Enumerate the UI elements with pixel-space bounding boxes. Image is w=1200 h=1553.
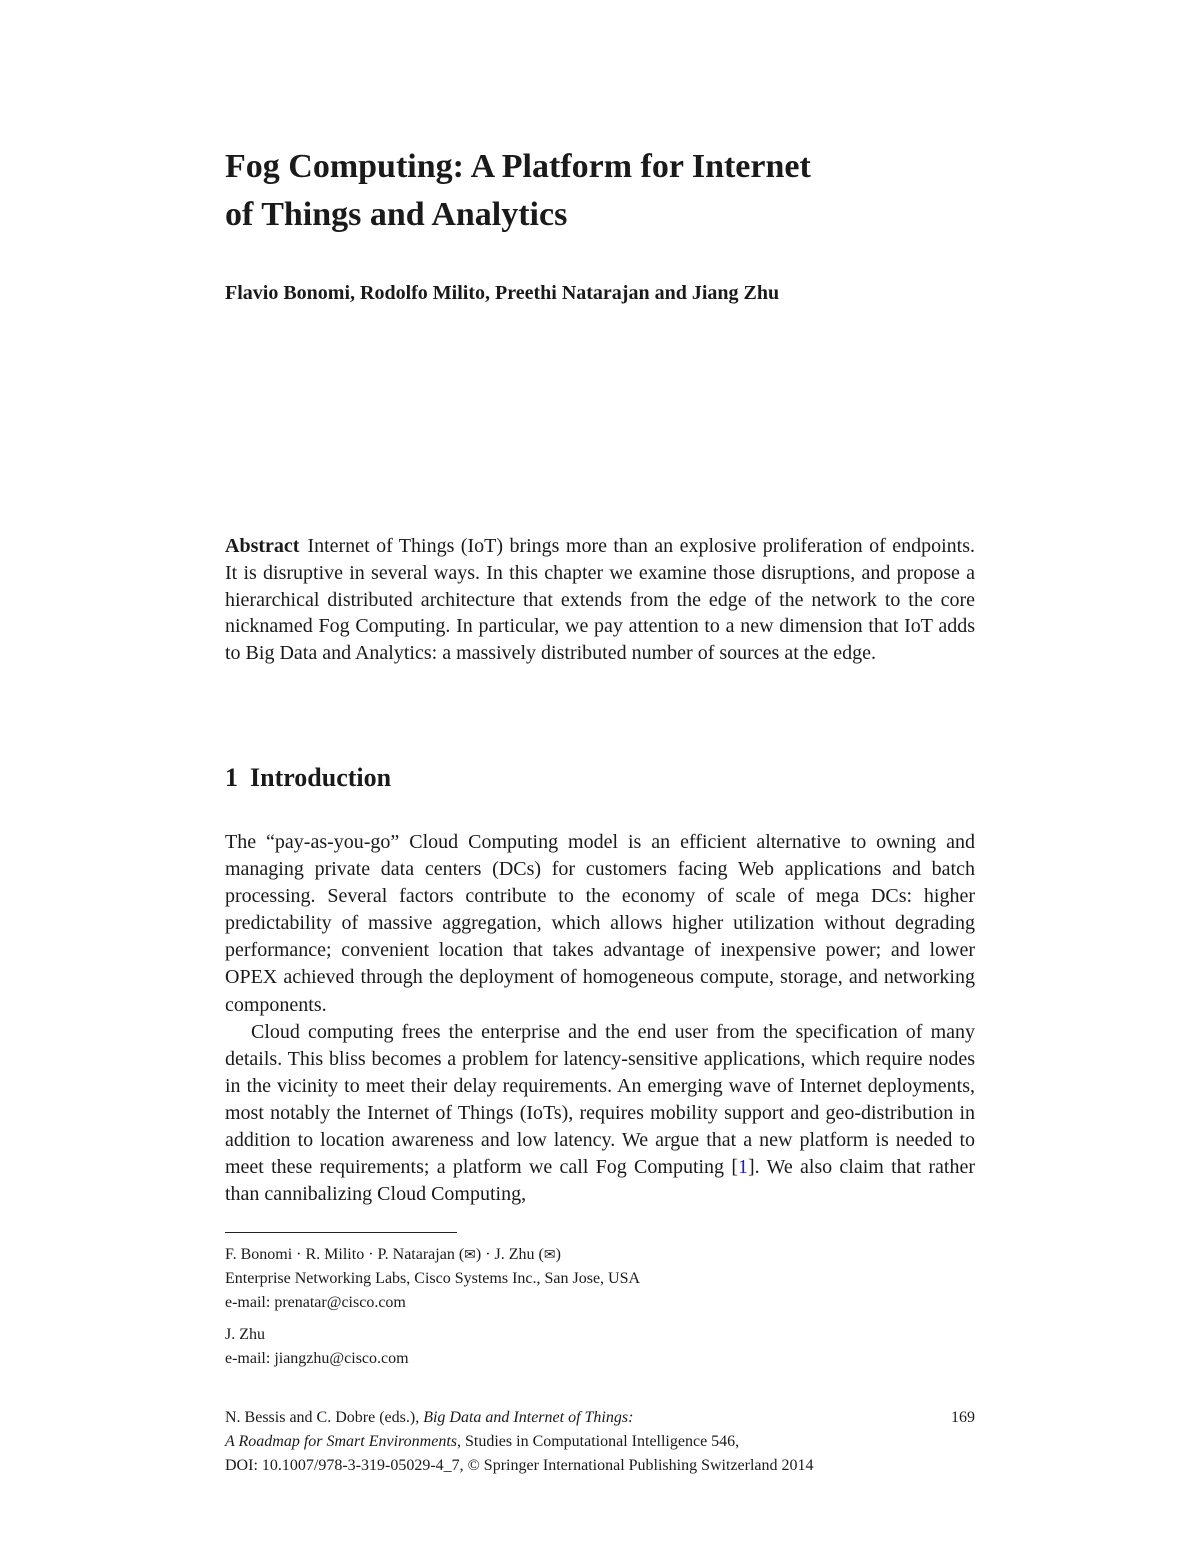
- imprint-line-2: [225, 1430, 975, 1454]
- section-title: Introduction: [250, 763, 392, 792]
- imprint-editors: N. Bessis and C. Dobre (eds.),: [225, 1409, 424, 1426]
- imprint-book-title-a: Big Data and Internet of Things:: [423, 1409, 634, 1426]
- title-line-2: of Things and Analytics: [225, 196, 568, 233]
- footnote-authors-c: ): [555, 1246, 561, 1263]
- footnote-affiliation: Enterprise Networking Labs, Cisco Systems Inc., San Jose, USA: [225, 1270, 641, 1287]
- abstract-text: Internet of Things (IoT) brings more than an explosive proliferation of endpoints. It is disruptive in several ways. In this chapter we examine those disruptions, and propose a hierarchical distributed architecture that extends from the edge of the network to the core nicknamed Fog Computing. In particular, we pay attention to a new dimension that IoT adds to Big Data and Analytics: a massively distributed number of sources at the edge.: [225, 535, 975, 665]
- footnote-name-2: J. Zhu: [225, 1326, 265, 1343]
- title-line-1: Fog Computing: A Platform for Internet: [225, 148, 811, 185]
- paper-title: [225, 143, 985, 239]
- envelope-icon: ✉: [543, 1247, 556, 1263]
- footnote-authors-b: ) · J. Zhu (: [475, 1246, 544, 1263]
- book-imprint: [225, 1406, 975, 1478]
- abstract-label: Abstract: [225, 535, 300, 557]
- paragraph-2-text-a: Cloud computing frees the enterprise and the end user from the specification of many details. This bliss becomes a problem for latency-sensitive applications, which require nodes in the vicinity to meet their delay requirements. An emerging wave of Internet deployments, most notably the Internet of Things (IoTs), requires mobility support and geo-distribution in addition to location awareness and low latency. We argue that a new platform is needed to meet these requirements; a platform we call Fog Computing [: [225, 1020, 975, 1179]
- body-text: [225, 829, 975, 1208]
- abstract: [225, 533, 975, 667]
- footnote-authors-a: F. Bonomi · R. Milito · P. Natarajan (: [225, 1246, 465, 1263]
- footnote-spacer: [225, 1315, 975, 1323]
- footnote-authors: [225, 1243, 975, 1267]
- paragraph-1: The “pay-as-you-go” Cloud Computing model is an efficient alternative to owning and managing private data centers (DCs) for customers facing Web applications and batch processing. Several factors contribute to the economy of scale of mega DCs: higher predictability of massive aggregation, which allows higher utilization without degrading performance; convenient location that takes advantage of inexpensive power; and lower OPEX achieved through the deployment of homogeneous compute, storage, and networking components.: [225, 831, 975, 1016]
- imprint-series: , Studies in Computational Intelligence 546,: [457, 1433, 740, 1450]
- paragraph-2-text-b: ]. We also claim that rather than cannibalizing Cloud Computing,: [225, 1156, 975, 1206]
- section-heading: [225, 760, 975, 796]
- author-list: Flavio Bonomi, Rodolfo Milito, Preethi Natarajan and Jiang Zhu: [225, 282, 780, 304]
- page-number: 169: [951, 1409, 975, 1426]
- citation-link[interactable]: 1: [737, 1156, 748, 1179]
- author-footnote: [225, 1243, 975, 1371]
- imprint-doi: DOI: 10.1007/978-3-319-05029-4_7, © Springer International Publishing Switzerland 2014: [225, 1457, 814, 1474]
- imprint-book-title-b: A Roadmap for Smart Environments: [225, 1433, 457, 1450]
- footnote-divider: [225, 1232, 457, 1233]
- envelope-icon: ✉: [464, 1247, 476, 1263]
- footnote-email-1[interactable]: e-mail: prenatar@cisco.com: [225, 1294, 406, 1311]
- section-number: 1: [225, 763, 238, 792]
- imprint-line-1: [225, 1406, 975, 1430]
- footnote-email-2[interactable]: e-mail: jiangzhu@cisco.com: [225, 1350, 409, 1367]
- paragraph-2: [225, 1019, 975, 1209]
